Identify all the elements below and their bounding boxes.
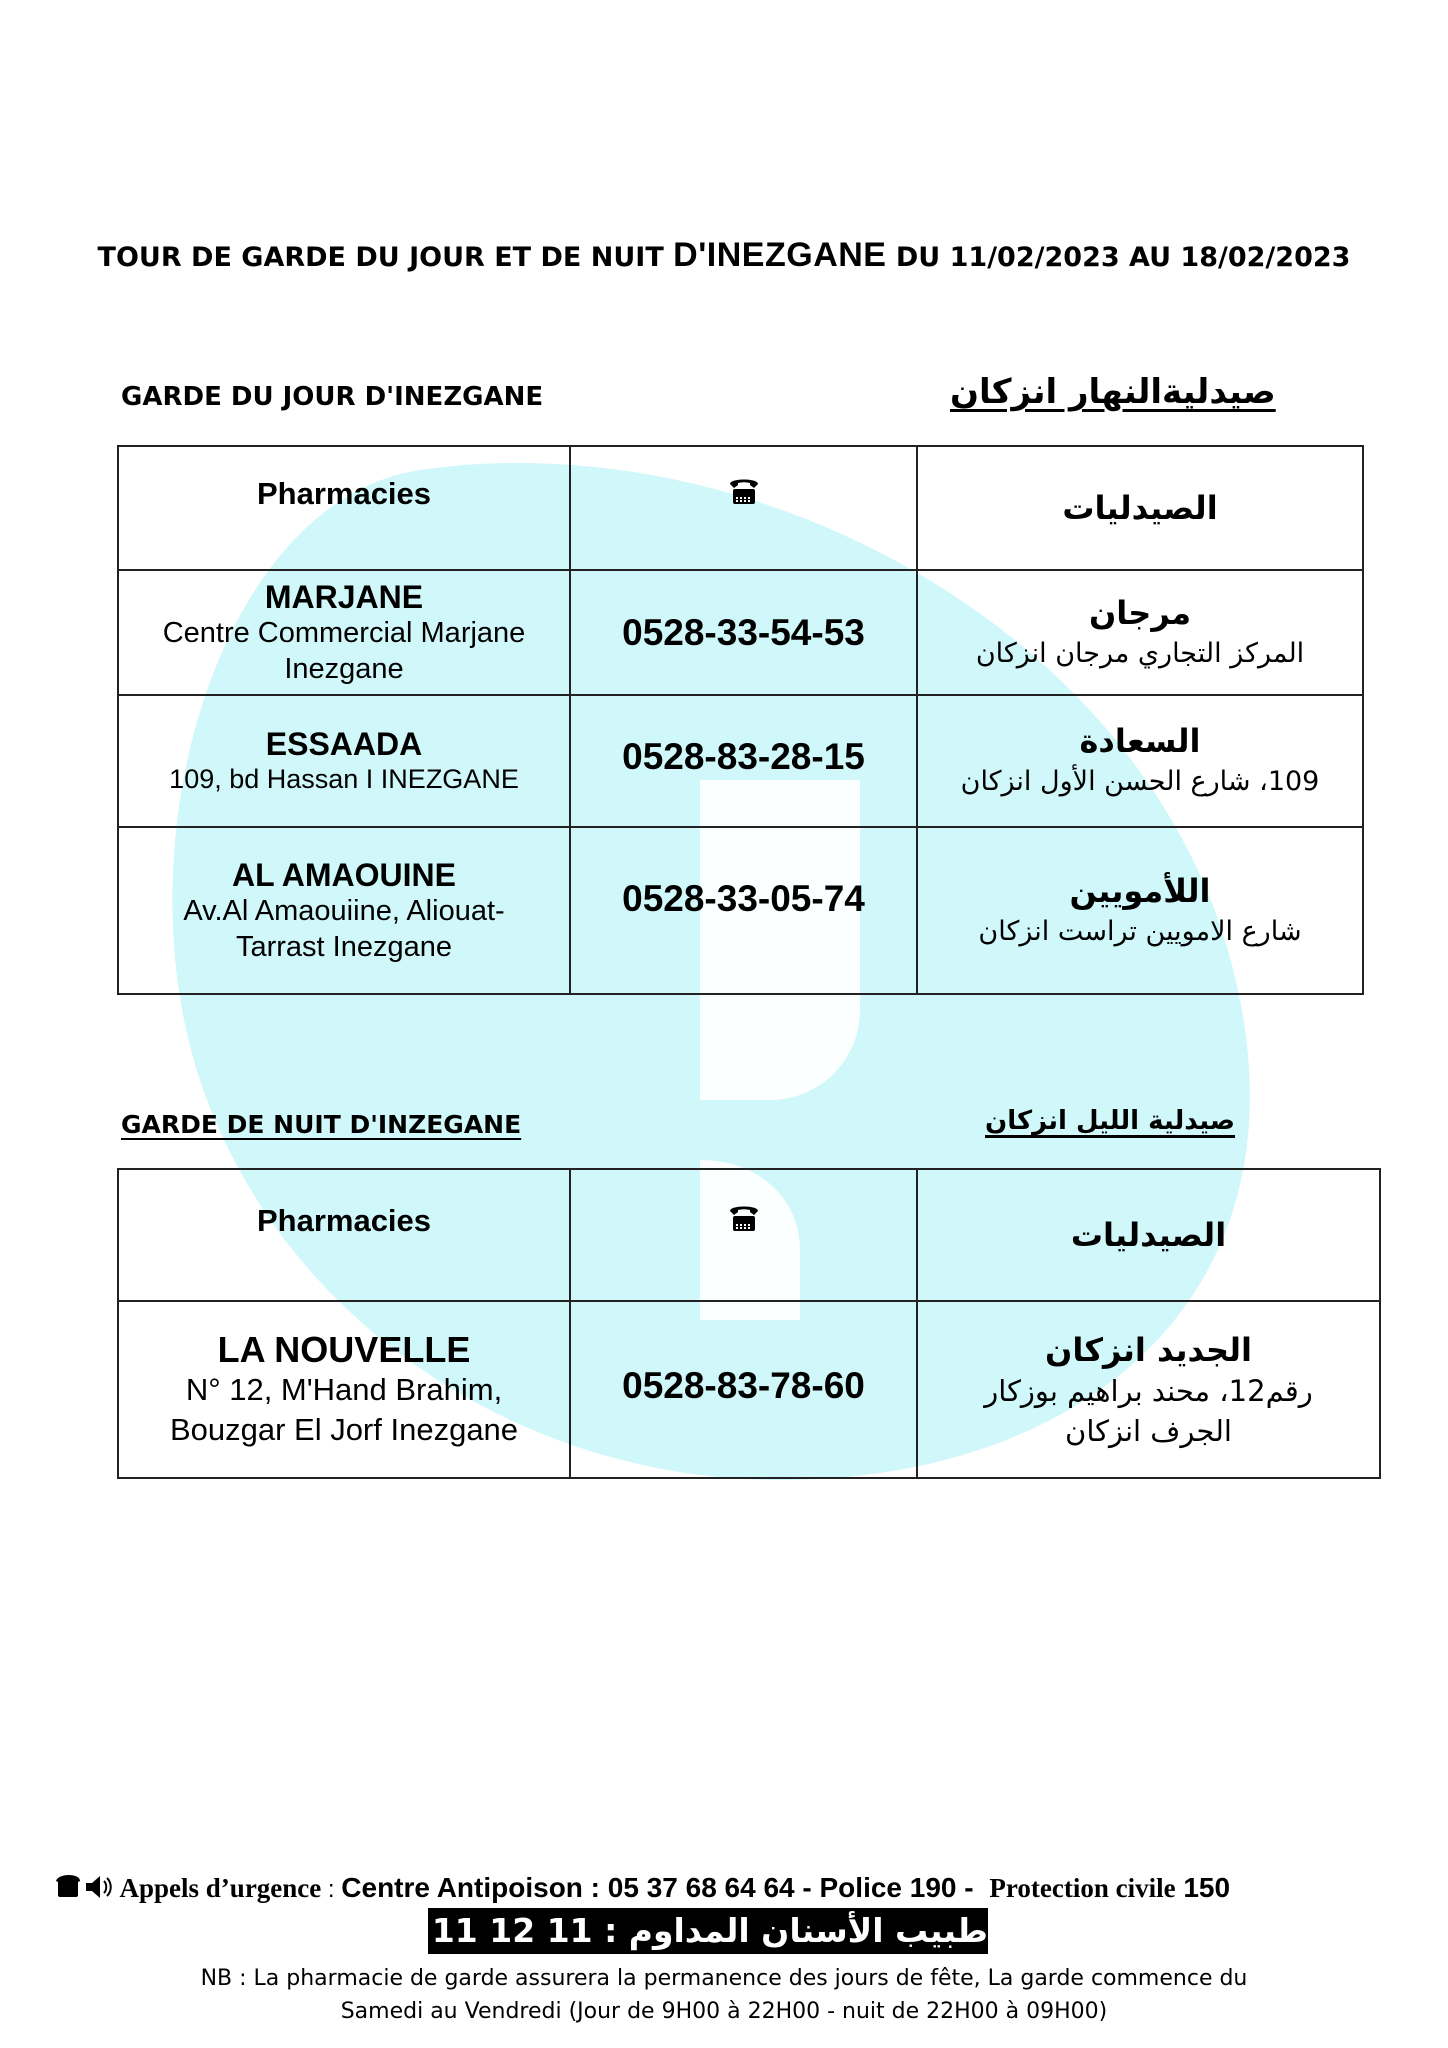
pharmacy-address-line1: N° 12, M'Hand Brahim,	[185, 1371, 503, 1407]
pharmacy-address-ar: 109، شارع الحسن الأول انزكان	[960, 766, 1320, 797]
pharmacy-address-line2: Inezgane	[284, 652, 404, 685]
night-pharmacies-table	[117, 1168, 1381, 1479]
nb-note-line1: NB : La pharmacie de garde assurera la permanence des jours de fête, La garde commence du	[200, 1966, 1248, 1991]
col-header-pharmacies: Pharmacies	[118, 1169, 570, 1301]
pharmacy-phone: 0528-83-28-15	[622, 736, 865, 777]
col-header-pharmacies-ar: الصيدليات	[917, 1169, 1380, 1301]
night-section-title-fr: GARDE DE NUIT D'INZEGANE	[121, 1110, 522, 1139]
pharmacy-cell-fr	[118, 570, 570, 695]
antipoison-police: Centre Antipoison : 05 37 68 64 64 - Police 190 -	[341, 1872, 982, 1903]
pharmacy-cell-ar	[917, 827, 1363, 994]
pharmacy-cell-fr	[118, 695, 570, 827]
pharmacy-phone: 0528-83-78-60	[622, 1364, 865, 1406]
protection-civile-number: 150	[1175, 1872, 1231, 1903]
day-pharmacies-table	[117, 445, 1364, 995]
emergency-calls-line	[56, 1872, 1230, 1904]
nb-note-line2: Samedi au Vendredi (Jour de 9H00 à 22H00 - nuit de 22H00 à 09H00)	[340, 1999, 1108, 2024]
pharmacy-address-line1: Centre Commercial Marjane	[162, 616, 526, 649]
pharmacy-cell-fr	[118, 1301, 570, 1478]
table-row	[118, 827, 1363, 994]
pharmacy-name: AL AMAOUINE	[232, 856, 456, 893]
pharmacy-cell-ar	[917, 570, 1363, 695]
pharmacy-name: ESSAADA	[265, 726, 423, 762]
table-header-row	[118, 446, 1363, 570]
title-prefix: TOUR DE GARDE DU JOUR ET DE NUIT	[97, 242, 674, 273]
pharmacy-phone: 0528-33-54-53	[622, 611, 865, 653]
pharmacy-cell-ar	[917, 1301, 1380, 1478]
table-row	[118, 695, 1363, 827]
table-row	[118, 570, 1363, 695]
pharmacy-name-ar: مرجان	[1088, 593, 1192, 632]
phone-cell	[570, 1301, 917, 1478]
phone-cell	[570, 827, 917, 994]
emergency-label: Appels d’urgence	[119, 1873, 322, 1903]
pharmacy-name: LA NOUVELLE	[217, 1328, 471, 1370]
pharmacy-address-ar: المركز التجاري مرجان انزكان	[975, 637, 1305, 669]
protection-civile-label: Protection civile	[989, 1873, 1176, 1903]
day-section-title-fr: GARDE DU JOUR D'INEZGANE	[121, 382, 544, 412]
col-header-phone	[570, 1169, 917, 1301]
col-header-phone	[570, 446, 917, 570]
col-header-pharmacies-ar: الصيدليات	[917, 446, 1363, 570]
pharmacy-address-ar-line1: رقم12، محند براهيم بوزكار	[984, 1373, 1313, 1408]
col-header-pharmacies: Pharmacies	[118, 446, 570, 570]
table-row	[118, 1301, 1380, 1478]
pharmacy-address-line2: Bouzgar El Jorf Inezgane	[169, 1411, 519, 1447]
pharmacy-name-ar: الجديد انزكان	[1045, 1330, 1252, 1369]
dentist-on-call: طبيب الأسنان المداوم : 11 12 11 08 06	[428, 1908, 988, 1954]
telephone-icon	[726, 1201, 762, 1237]
emergency-separator: :	[321, 1876, 342, 1903]
pharmacy-cell-ar	[917, 695, 1363, 827]
pharmacy-address-line1: Av.Al Amaouiine, Aliouat-	[183, 894, 505, 927]
phone-cell	[570, 695, 917, 827]
title-city: D'INEZGANE	[673, 236, 887, 274]
pharmacy-name: MARJANE	[264, 578, 424, 615]
pharmacy-name-ar: السعادة	[1079, 722, 1201, 760]
page-title	[0, 236, 1448, 275]
title-dates: DU 11/02/2023 AU 18/02/2023	[886, 242, 1351, 273]
pharmacy-address-ar: شارع الامويين تراست انزكان	[978, 915, 1302, 947]
pharmacy-address-ar-line2: الجرف انزكان	[1065, 1413, 1232, 1448]
pharmacy-phone: 0528-33-05-74	[622, 877, 865, 919]
pharmacy-address-line1: 109, bd Hassan I INEZGANE	[169, 764, 519, 794]
pharmacy-address-line2: Tarrast Inezgane	[235, 930, 452, 963]
phone-cell	[570, 570, 917, 695]
table-header-row	[118, 1169, 1380, 1301]
night-section-title-ar: صيدلية الليل انزكان	[985, 1106, 1236, 1136]
telephone-icon	[726, 474, 762, 510]
phone-speaker-icon	[56, 1873, 112, 1901]
day-section-title-ar: صيدليةالنهار انزكان	[950, 372, 1276, 412]
pharmacy-name-ar: اللأمويين	[1069, 871, 1211, 910]
pharmacy-cell-fr	[118, 827, 570, 994]
